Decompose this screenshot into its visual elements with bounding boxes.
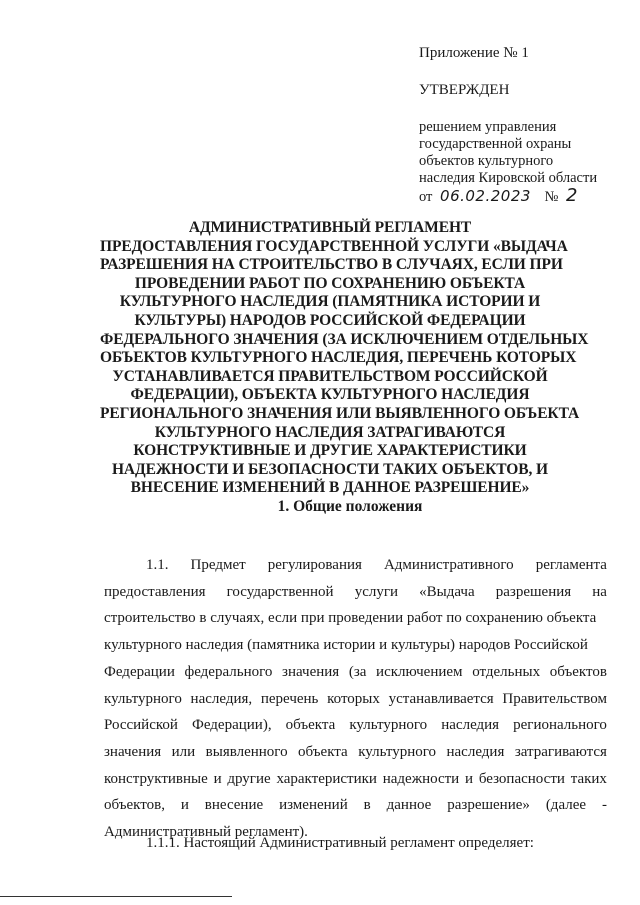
footnote-divider	[0, 896, 232, 897]
decision-text	[419, 119, 619, 206]
word: которых	[327, 690, 380, 707]
word: значения	[104, 743, 162, 760]
word: услуги	[354, 583, 399, 600]
handwritten-date: 06.02.2023	[440, 187, 531, 205]
word: исключением	[376, 663, 463, 680]
title-line: НАДЕЖНОСТИ И БЕЗОПАСНОСТИ ТАКИХ ОБЪЕКТОВ, И	[111, 460, 549, 478]
word: и	[213, 770, 222, 787]
word: -	[601, 797, 607, 814]
subpoint-1-1-1: 1.1.1. Настоящий Административный регламент определяет:	[146, 835, 534, 851]
title-line: РЕГИОНАЛЬНОГО ЗНАЧЕНИЯ ИЛИ ВЫЯВЛЕННОГО ОБЪЕКТА	[100, 404, 580, 422]
word: объектов	[549, 663, 607, 680]
word: выявленного	[205, 743, 288, 760]
word: и	[465, 770, 474, 787]
word: 1.1.	[146, 557, 169, 573]
word: надежности	[382, 770, 460, 787]
word: наследия,	[190, 690, 253, 707]
approved-label: УТВЕРЖДЕН	[419, 82, 510, 98]
paragraph-line	[104, 766, 607, 793]
word: (далее	[545, 797, 587, 814]
paragraph-line	[104, 739, 607, 766]
title-line: КУЛЬТУРНОГО НАСЛЕДИЯ ЗАТРАГИВАЮТСЯ	[154, 423, 506, 441]
paragraph-line	[104, 579, 607, 606]
decision-date-line	[419, 187, 619, 206]
word: на	[592, 583, 607, 600]
word: культурного	[349, 717, 428, 734]
word: наследия	[441, 717, 500, 734]
word: характеристики	[276, 770, 377, 787]
word: регламента	[535, 557, 607, 573]
word: внесение	[204, 797, 264, 814]
word: устанавливается	[388, 690, 494, 707]
paragraph-line: Административный регламент).	[104, 824, 308, 841]
paragraph-line	[104, 792, 607, 819]
word: разрешение»	[447, 797, 530, 814]
word: (за	[348, 663, 367, 680]
title-line: КУЛЬТУРНОГО НАСЛЕДИЯ (ПАМЯТНИКА ИСТОРИИ И	[119, 293, 541, 311]
word: федерального	[184, 663, 273, 680]
word: Административного	[383, 557, 514, 573]
word: предоставления	[104, 583, 206, 600]
approval-stamp-block	[419, 44, 619, 206]
decision-line: наследия Кировской области	[419, 170, 598, 186]
paragraph-line	[104, 659, 607, 686]
word: культурного	[104, 690, 182, 707]
decision-line: государственной охраны	[419, 136, 572, 152]
title-line: АДМИНИСТРАТИВНЫЙ РЕГЛАМЕНТ	[188, 219, 472, 236]
word: изменений	[279, 797, 348, 814]
word: отдельных	[472, 663, 541, 680]
word: в	[363, 797, 371, 814]
word: перечень	[260, 690, 319, 707]
word: «Выдача	[419, 583, 475, 600]
title-line: ОБЪЕКТОВ КУЛЬТУРНОГО НАСЛЕДИЯ, ПЕРЕЧЕНЬ КОТОРЫХ	[100, 349, 577, 367]
word: Правительством	[502, 690, 607, 707]
word: или	[171, 743, 196, 760]
word: конструктивные	[104, 770, 208, 787]
word: объектов,	[104, 797, 165, 814]
word: безопасности	[478, 770, 565, 787]
word: культурного	[358, 743, 437, 760]
paragraph-line: строительство в случаях, если при проведении работ по сохранению объекта	[104, 610, 597, 627]
decision-line: решением управления	[419, 119, 557, 135]
word: другие	[227, 770, 271, 787]
word: государственной	[226, 583, 334, 600]
paragraph-line	[104, 552, 607, 579]
title-line: ВНЕСЕНИЕ ИЗМЕНЕНИЙ В ДАННОЕ РАЗРЕШЕНИЕ»	[130, 479, 530, 497]
document-title	[100, 219, 589, 498]
title-line: ФЕДЕРАЦИИ), ОБЪЕКТА КУЛЬТУРНОГО НАСЛЕДИЯ	[130, 386, 530, 404]
decision-line: объектов культурного	[419, 153, 554, 169]
word: затрагиваются	[514, 743, 607, 760]
word: Предмет	[190, 557, 246, 573]
title-line: КУЛЬТУРЫ) НАРОДОВ РОССИЙСКОЙ ФЕДЕРАЦИИ	[134, 311, 526, 329]
word: регулирования	[267, 557, 362, 573]
paragraph-line	[104, 686, 607, 713]
number-sign: №	[544, 189, 559, 205]
paragraph-line	[104, 712, 607, 739]
date-prefix: от	[419, 189, 433, 205]
word: объекта	[285, 717, 336, 734]
word: регионального	[513, 717, 607, 734]
word: данное	[386, 797, 432, 814]
paragraph-1-1	[104, 552, 607, 846]
paragraph-line: культурного наследия (памятника истории и культуры) народов Российской	[104, 637, 588, 654]
word: разрешения	[495, 583, 572, 600]
word: значения	[282, 663, 340, 680]
title-line: РАЗРЕШЕНИЯ НА СТРОИТЕЛЬСТВО В СЛУЧАЯХ, ЕСЛИ ПРИ	[100, 256, 563, 274]
word: Федерации	[104, 663, 175, 680]
title-line: ПРЕДОСТАВЛЕНИЯ ГОСУДАРСТВЕННОЙ УСЛУГИ «ВЫДАЧА	[100, 237, 568, 255]
title-line: КОНСТРУКТИВНЫЕ И ДРУГИЕ ХАРАКТЕРИСТИКИ	[133, 442, 527, 460]
word: Федерации),	[191, 717, 272, 734]
word: наследия	[446, 743, 505, 760]
handwritten-number: 2	[566, 185, 578, 206]
word: таких	[570, 770, 607, 787]
title-line: ПРОВЕДЕНИИ РАБОТ ПО СОХРАНЕНИЮ ОБЪЕКТА	[134, 274, 526, 292]
title-line: ФЕДЕРАЛЬНОГО ЗНАЧЕНИЯ (ЗА ИСКЛЮЧЕНИЕМ ОТДЕЛЬНЫХ	[100, 330, 589, 348]
word: объекта	[298, 743, 348, 760]
title-line: УСТАНАВЛИВАЕТСЯ ПРАВИТЕЛЬСТВОМ РОССИЙСКОЙ	[112, 367, 548, 385]
word: и	[180, 797, 189, 814]
appendix-number: Приложение № 1	[419, 45, 529, 61]
word: Российской	[104, 717, 178, 734]
section-heading: 1. Общие положения	[277, 498, 423, 515]
